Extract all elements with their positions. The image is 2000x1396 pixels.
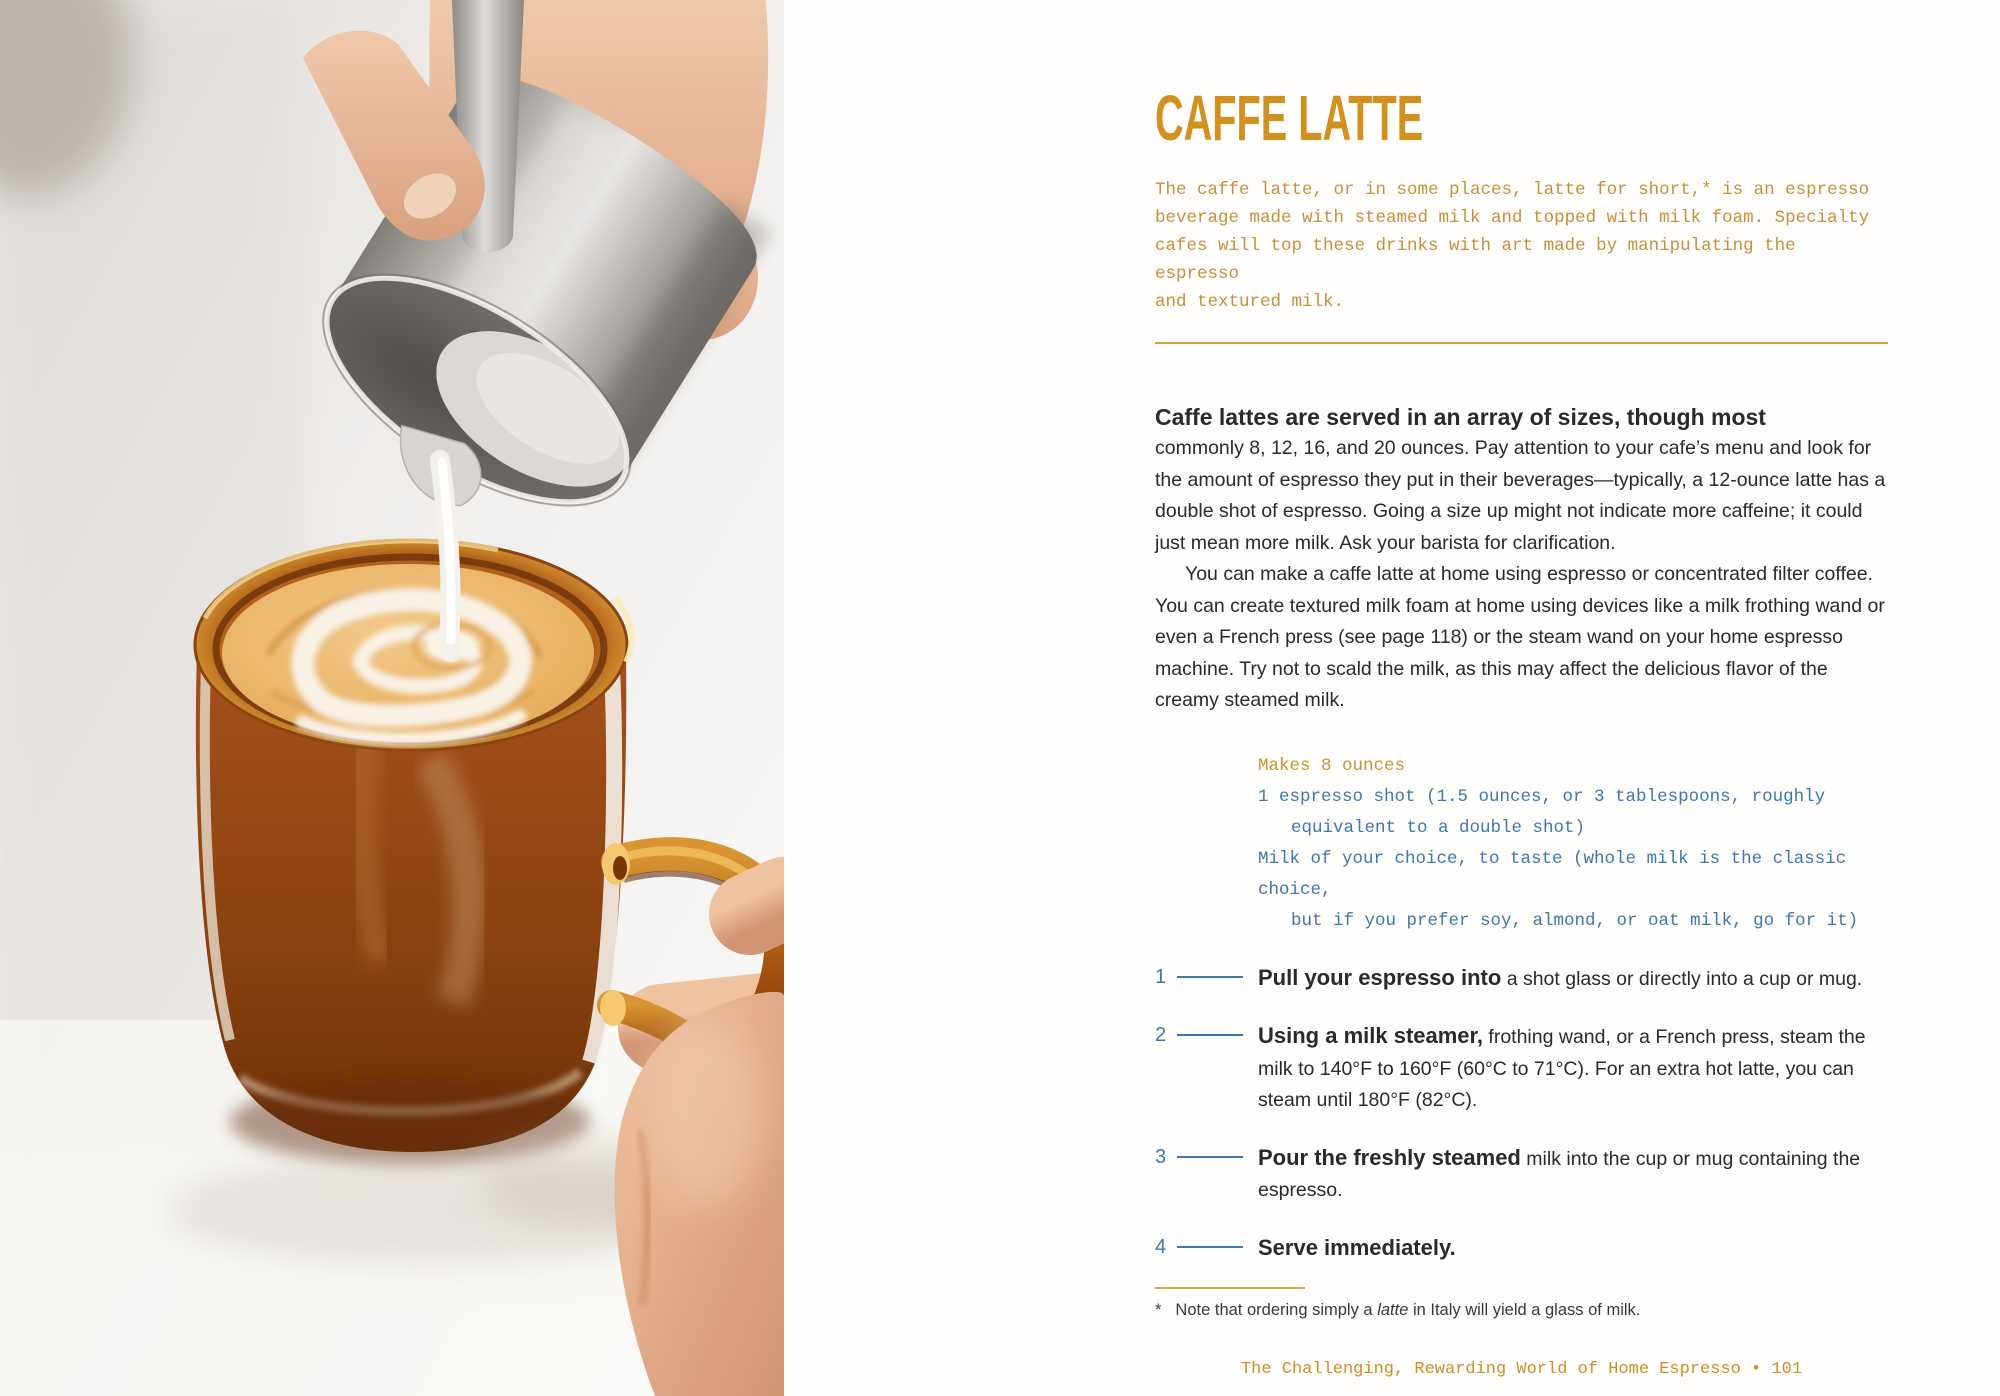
step-dash (1177, 1156, 1243, 1158)
intro-paragraph (1155, 176, 1888, 316)
steps-list (1155, 962, 1888, 1266)
latte-pour-photo (0, 0, 784, 1396)
footnote (1155, 1287, 1888, 1320)
recipe-content (1155, 0, 1888, 1379)
intro-line: beverage made with steamed milk and topped with milk foam. Specialty (1155, 208, 1870, 228)
step-bold-lead: Pour the freshly steamed (1258, 1144, 1521, 1170)
page-title: CAFFE LATTE (1155, 82, 1424, 154)
latte-pour-illustration (0, 0, 784, 1396)
running-footer: The Challenging, Rewarding World of Home Espresso • 101 (1240, 1360, 1803, 1379)
step-dash (1177, 1034, 1243, 1036)
intro-line: cafes will top these drinks with art made by manipulating the espresso (1155, 236, 1796, 284)
step-number: 2 (1155, 1024, 1167, 1046)
step-number: 4 (1155, 1235, 1167, 1258)
step-dash (1177, 976, 1243, 978)
section-divider (1155, 342, 1888, 344)
step-number: 1 (1155, 965, 1167, 988)
milk-stream (440, 460, 451, 652)
step-row (1155, 1232, 1888, 1266)
step-row (1155, 1142, 1888, 1207)
ingredient-line: equivalent to a double shot) (1291, 817, 1586, 838)
step-text (1258, 1020, 1888, 1117)
step-row (1155, 962, 1888, 996)
body-paragraph-2: You can make a caffe latte at home using espresso or concentrated filter coffee. You can create textured milk foam at home using devices like a milk frothing wand or even a French press (see page 118) or the steam wand on your home espresso machine. Try not to scald the milk, as this may affect the delicious flavor of the creamy steamed milk. (1155, 563, 1885, 711)
step-text (1258, 1142, 1888, 1207)
step-rest: a shot glass or directly into a cup or mug. (1501, 967, 1863, 990)
step-rest: milk into the cup or mug containing the espresso. (1258, 1147, 1861, 1201)
step-number: 3 (1155, 1145, 1167, 1168)
step-row (1155, 1020, 1888, 1117)
ingredient-line: but if you prefer soy, almond, or oat milk, go for it) (1291, 910, 1859, 931)
body-paragraph-1: commonly 8, 12, 16, and 20 ounces. Pay attention to your cafe’s menu and look for the amount of espresso they put in their beverages—typically, a 12-ounce latte has a double shot of espresso. Going a size up might not indicate more caffeine; it could just mean more milk. Ask your barista for clarification. (1155, 437, 1886, 554)
footnote-post: in Italy will yield a glass of milk. (1408, 1301, 1641, 1319)
ingredient-line: Milk of your choice, to taste (whole milk is the classic choice, (1258, 848, 1847, 900)
step-text (1258, 1232, 1888, 1266)
footnote-divider (1155, 1287, 1305, 1289)
step-dash (1177, 1246, 1243, 1248)
intro-line: The caffe latte, or in some places, latte for short,* is an espresso (1155, 180, 1870, 200)
footnote-pre: Note that ordering simply a (1175, 1301, 1378, 1319)
step-rest: frothing wand, or a French press, steam the milk to 140°F to 160°F (60°C to 71°C). For an extra hot latte, you can steam until 180°F (82°C). (1258, 1026, 1866, 1111)
thumb (750, 898, 784, 914)
ingredient-line: 1 espresso shot (1.5 ounces, or 3 tablespoons, roughly (1258, 786, 1826, 807)
step-text (1258, 962, 1888, 996)
footnote-italic-word: latte (1377, 1301, 1409, 1319)
footnote-marker: * (1155, 1301, 1162, 1319)
step-bold-lead: Using a milk steamer, (1258, 1023, 1483, 1048)
recipe-yield: Makes 8 ounces (1258, 755, 1406, 776)
recipe-page (784, 0, 2000, 1396)
step-bold-lead: Pull your espresso into (1258, 964, 1502, 990)
ingredients-block (1258, 751, 1888, 937)
step-bold-lead: Serve immediately. (1258, 1234, 1456, 1260)
footnote-text (1155, 1301, 1888, 1320)
body-lead-bold: Caffe lattes are served in an array of sizes, though most (1155, 404, 1766, 430)
intro-line: and textured milk. (1155, 292, 1345, 312)
